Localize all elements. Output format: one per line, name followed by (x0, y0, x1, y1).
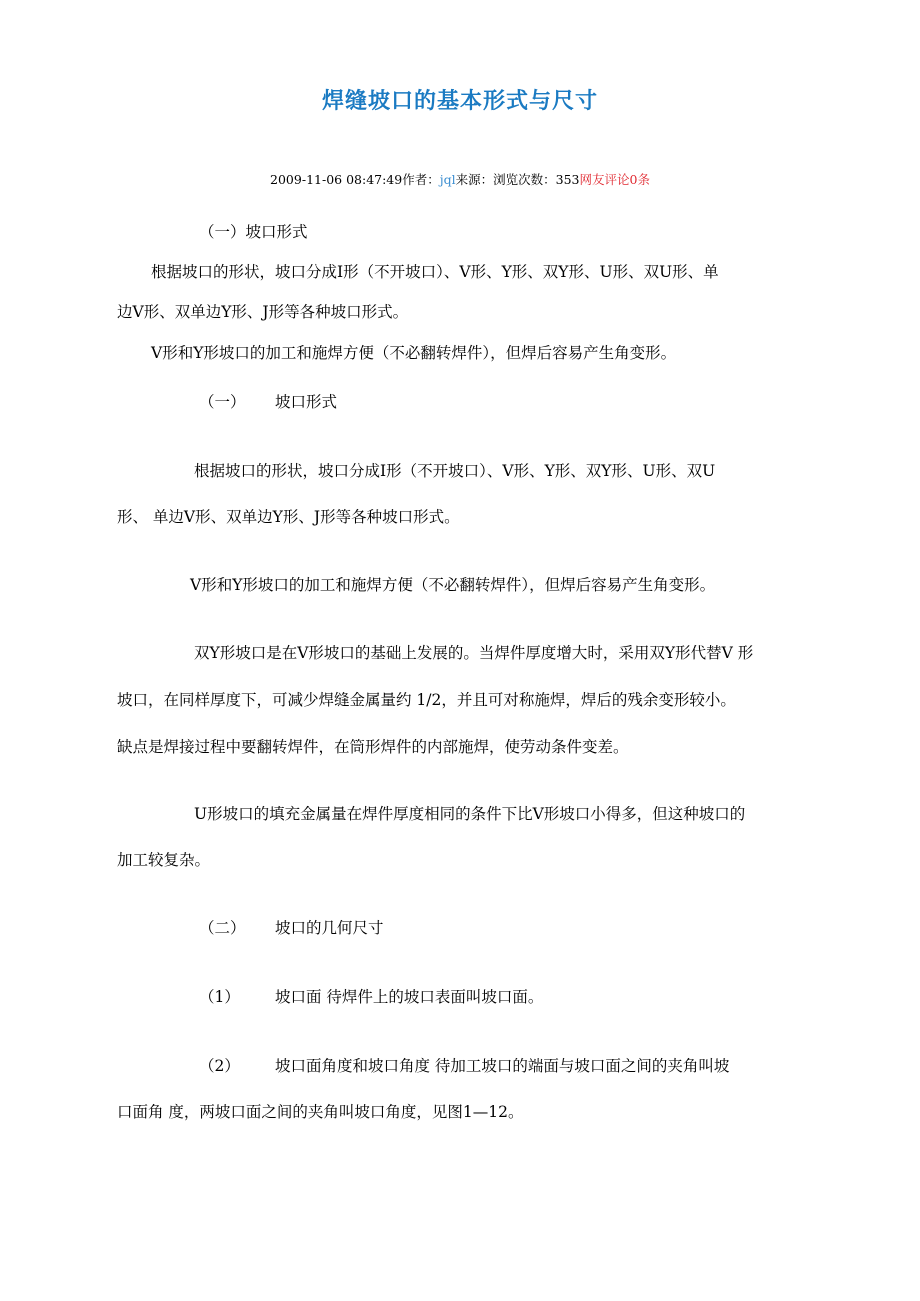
summary-para1-line1: 根据坡口的形状，坡口分成I形（不开坡口）、V形、Y形、双Y形、U形、双U形、单 (151, 263, 719, 281)
section2-item2-line1 (199, 1056, 729, 1076)
section2-item1-number: （1） (199, 988, 240, 1006)
comments-link[interactable]: 网友评论0条 (579, 172, 650, 187)
article-title: 焊缝坡口的基本形式与尺寸 (321, 89, 598, 114)
summary-para1-line2: 边V形、双单边Y形、J形等各种坡口形式。 (117, 303, 409, 321)
section1-heading (199, 392, 337, 412)
author-label: 作者： (402, 172, 440, 187)
section2-number: （二） (199, 919, 246, 937)
section1-p3-line3: 缺点是焊接过程中要翻转焊件，在筒形焊件的内部施焊，使劳动条件变差。 (117, 738, 629, 756)
section1-p1-line2: 形、 单边V形、双单边Y形、J形等各种坡口形式。 (117, 508, 460, 526)
section2-title: 坡口的几何尺寸 (275, 919, 384, 937)
section2-item2-line2: 口面角 度，两坡口面之间的夹角叫坡口角度，见图1—12。 (117, 1103, 524, 1121)
source-label: 来源： (455, 172, 494, 187)
section1-number: （一） (199, 393, 246, 411)
summary-heading: （一）坡口形式 (199, 223, 308, 241)
section2-heading (199, 918, 384, 938)
section2-item1-text: 坡口面 待焊件上的坡口表面叫坡口面。 (275, 988, 544, 1006)
section1-p4-line1: U形坡口的填充金属量在焊件厚度相同的条件下比V形坡口小得多，但这种坡口的 (194, 805, 746, 823)
section1-p2: V形和Y形坡口的加工和施焊方便（不必翻转焊件），但焊后容易产生角变形。 (190, 576, 716, 594)
summary-para2: V形和Y形坡口的加工和施焊方便（不必翻转焊件），但焊后容易产生角变形。 (151, 344, 677, 362)
section1-p1-line1: 根据坡口的形状，坡口分成I形（不开坡口）、V形、Y形、双Y形、U形、双U (194, 462, 716, 480)
section1-p3-line1: 双Y形坡口是在V形坡口的基础上发展的。当焊件厚度增大时，采用双Y形代替V 形 (194, 644, 754, 662)
publish-datetime: 2009-11-06 08:47:49 (270, 172, 403, 187)
article-meta (0, 170, 920, 188)
author-link[interactable]: jql (439, 172, 456, 187)
views-label: 浏览次数： (493, 172, 556, 187)
section1-p4-line2: 加工较复杂。 (117, 851, 211, 869)
section2-item2-text: 坡口面角度和坡口角度 待加工坡口的端面与坡口面之间的夹角叫坡 (275, 1057, 730, 1075)
section1-p3-line2: 坡口，在同样厚度下，可减少焊缝金属量约 1/2，并且可对称施焊，焊后的残余变形较小。 (117, 691, 736, 709)
views-count: 353 (555, 172, 580, 187)
section2-item2-number: （2） (199, 1057, 240, 1075)
section2-item1 (199, 987, 543, 1007)
section1-title: 坡口形式 (275, 393, 338, 411)
